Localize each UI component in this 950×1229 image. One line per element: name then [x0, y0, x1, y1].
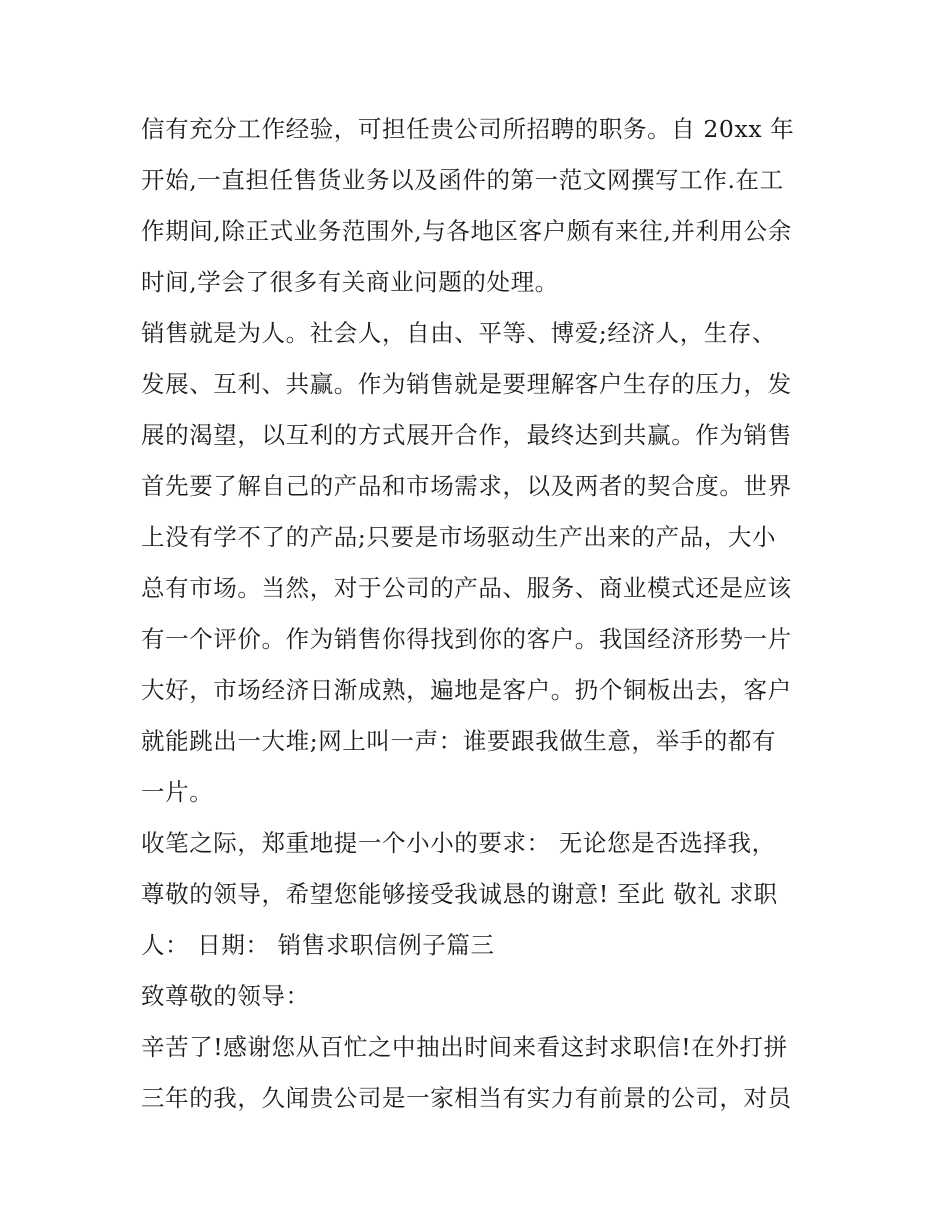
text-line: 时间,学会了很多有关商业问题的处理。: [141, 268, 559, 296]
text-line: 总有市场。当然，对于公司的产品、服务、商业模式还是应该: [141, 574, 792, 602]
text-line: 展的渴望，以互利的方式展开合作，最终达到共赢。作为销售: [141, 421, 792, 449]
text-line: 就能跳出一大堆;网上叫一声：谁要跟我做生意，举手的都有: [141, 727, 777, 755]
text-line: 人： 日期： 销售求职信例子篇三: [141, 931, 495, 959]
text-line: 辛苦了!感谢您从百忙之中抽出时间来看这封求职信!在外打拼: [141, 1033, 788, 1061]
text-line: 上没有学不了的产品;只要是市场驱动生产出来的产品，大小: [141, 523, 777, 551]
text-line: 尊敬的领导，希望您能够接受我诚恳的谢意! 至此 敬礼 求职: [141, 880, 778, 908]
text-line: 收笔之际，郑重地提一个小小的要求： 无论您是否选择我，: [141, 829, 776, 857]
text-line: 有一个评价。作为销售你得找到你的客户。我国经济形势一片: [141, 625, 792, 653]
text-line: 三年的我，久闻贵公司是一家相当有实力有前景的公司，对员: [141, 1084, 792, 1112]
text-line: 销售就是为人。社会人，自由、平等、博爱;经济人，生存、: [141, 319, 777, 347]
text-line: 信有充分工作经验，可担任贵公司所招聘的职务。自 20xx 年: [141, 115, 795, 143]
text-line: 致尊敬的领导：: [141, 982, 310, 1010]
text-line: 一片。: [141, 778, 214, 806]
text-line: 大好，市场经济日渐成熟，遍地是客户。扔个铜板出去，客户: [141, 676, 792, 704]
text-line: 开始,一直担任售货业务以及函件的第一范文网撰写工作.在工: [141, 166, 784, 194]
text-line: 作期间,除正式业务范围外,与各地区客户颇有来往,并利用公余: [141, 217, 792, 245]
text-line: 发展、互利、共赢。作为销售就是要理解客户生存的压力，发: [141, 370, 792, 398]
text-line: 首先要了解自己的产品和市场需求，以及两者的契合度。世界: [141, 472, 792, 500]
